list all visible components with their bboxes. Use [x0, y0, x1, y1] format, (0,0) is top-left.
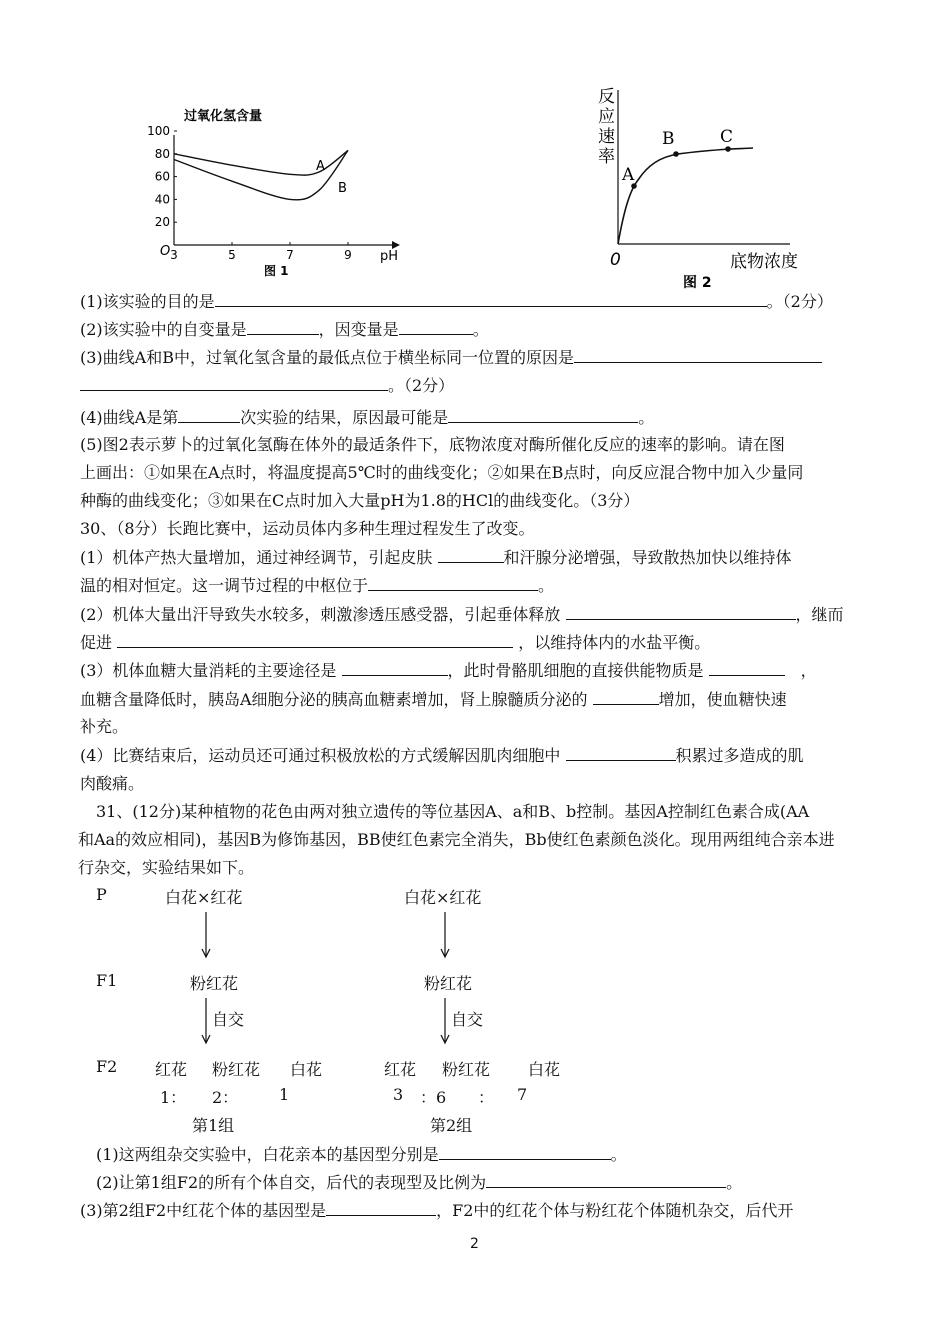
figure-1-chart [140, 100, 410, 285]
q30-3e: 增加，使血糖快速 [658, 690, 787, 709]
fig2-x-label: 底物浓度 [730, 252, 798, 272]
answer-blank[interactable] [117, 629, 513, 648]
q29-4-text-a: (4)曲线A是第 [80, 408, 179, 427]
g2-white: 白花 [528, 1060, 561, 1079]
figure-2-chart [590, 80, 810, 295]
q29-2-text-b: ，因变量是 [318, 320, 399, 339]
q29-2-text-c: 。 [472, 320, 489, 339]
g2-ratio-3: ： [478, 1088, 495, 1107]
group-1-label: 第1组 [192, 1116, 235, 1135]
fig1-y-tick-label: 20 [154, 215, 170, 230]
group-2-label: 第2组 [430, 1116, 473, 1135]
q29-line-5c: 种酶的曲线变化；③如果在C点时加入大量pH为1.8的HCl的曲线变化。（3分） [80, 491, 640, 510]
g1-red: 红花 [155, 1060, 188, 1079]
answer-blank[interactable] [566, 742, 676, 761]
q29-4-text-b: 次实验的结果，原因最可能是 [240, 408, 449, 427]
fig1-y-tick-label: 80 [154, 146, 170, 161]
g1-ratio-3: 1 [279, 1085, 290, 1104]
fig2-origin: 0 [610, 250, 621, 270]
answer-blank[interactable] [326, 1197, 436, 1216]
fig2-point-b: B [662, 129, 675, 149]
g1-ratio-1: 1： [160, 1088, 187, 1107]
q29-line-3 [80, 344, 822, 371]
q30-4b: 积累过多造成的肌 [675, 746, 804, 765]
q30-line-5 [80, 657, 817, 684]
fig2-y-label [598, 87, 615, 167]
q29-line-5a: (5)图2表示萝卜的过氧化氢酶在体外的最适条件下，底物浓度对酶所催化反应的速率的影响。请在图 [80, 435, 785, 454]
q29-1-text: (1)该实验的目的是 [80, 292, 215, 311]
q30-line-2 [80, 572, 554, 599]
q30-1d: 。 [538, 576, 555, 595]
q31-sub-1 [96, 1141, 627, 1168]
q31-sub-2 [96, 1169, 742, 1196]
q31-3b: ，F2中的红花个体与粉红花个体随机杂交，后代开 [436, 1201, 794, 1220]
q31-para-1: 31、(12分)某种植物的花色由两对独立遗传的等位基因A、a和B、b控制。基因A控制红色素合成(AA [96, 802, 810, 821]
answer-blank[interactable] [574, 344, 822, 363]
answer-blank[interactable] [80, 372, 388, 391]
fig2-point-c: C [720, 127, 734, 147]
selfing-label-2: 自交 [451, 1010, 484, 1029]
fig1-y-tick-label: 40 [154, 192, 170, 207]
g2-ratio-1: 3 [393, 1085, 404, 1104]
q29-3-end: 。（2分） [388, 376, 455, 395]
fig1-x-tick-label: 5 [228, 248, 236, 262]
g2-ratio-4: 7 [517, 1085, 528, 1104]
q30-1a: (1）机体产热大量增加，通过神经调节，引起皮肤 [80, 548, 433, 567]
answer-blank[interactable] [593, 686, 659, 705]
q31-1b: 。 [610, 1145, 627, 1164]
q29-line-3b [80, 372, 454, 399]
q30-line-6 [80, 686, 787, 713]
q30-4a: (4）比赛结束后，运动员还可通过积极放松的方式缓解因肌肉细胞中 [80, 746, 561, 765]
q31-para-2: 和Aa的效应相同)，基因B为修饰基因，BB使红色素完全消失，Bb使红色素颜色淡化。现用两组纯合亲本进 [78, 830, 835, 849]
q30-line-8 [80, 742, 804, 769]
answer-blank[interactable] [486, 1169, 726, 1188]
g1-white: 白花 [290, 1060, 323, 1079]
fig2-y-label-char: 应 [598, 107, 615, 127]
q30-line-1 [80, 544, 792, 571]
q31-para-3: 行杂交，实验结果如下。 [78, 858, 255, 877]
fig2-point-a: A [622, 165, 635, 185]
f1-phenotype-1: 粉红花 [190, 974, 239, 993]
q31-1a: (1)这两组杂交实验中，白花亲本的基因型分别是 [96, 1145, 439, 1164]
q30-1c: 温的相对恒定。这一调节过程的中枢位于 [80, 576, 369, 595]
q30-3c: ， [800, 661, 817, 680]
f1-phenotype-2: 粉红花 [424, 974, 473, 993]
gen-label-f2: F2 [96, 1057, 118, 1076]
fig1-caption: 图 1 [264, 264, 289, 278]
q29-line-1 [80, 288, 833, 315]
q30-3b: ，此时骨骼肌细胞的直接供能物质是 [447, 661, 704, 680]
q30-2d: ，以维持体内的水盐平衡。 [518, 633, 711, 652]
answer-blank[interactable] [448, 404, 638, 423]
q31-2a: (2)让第1组F2的所有个体自交，后代的表现型及比例为 [96, 1173, 487, 1192]
gen-label-p: P [96, 885, 107, 904]
answer-blank[interactable] [178, 404, 240, 423]
q29-line-2 [80, 316, 489, 343]
selfing-label-1: 自交 [212, 1010, 245, 1029]
answer-blank[interactable] [709, 657, 785, 676]
answer-blank[interactable] [399, 316, 473, 335]
g1-pink: 粉红花 [212, 1060, 261, 1079]
fig1-x-arrow [392, 241, 400, 249]
q31-sub-3 [80, 1197, 793, 1224]
answer-blank[interactable] [342, 657, 448, 676]
fig1-label-b: B [338, 181, 347, 196]
answer-blank[interactable] [247, 316, 319, 335]
page-number: 2 [470, 1236, 479, 1252]
q30-3a: (3）机体血糖大量消耗的主要途径是 [80, 661, 337, 680]
q30-line-9: 肉酸痛。 [80, 774, 145, 793]
fig1-label-a: A [316, 159, 325, 174]
q31-3a: (3)第2组F2中红花个体的基因型是 [80, 1201, 327, 1220]
fig1-x-tick-label: 9 [344, 248, 352, 262]
arrow-1-p-f1 [198, 912, 214, 960]
q29-3-text: (3)曲线A和B中，过氧化氢含量的最低点位于横坐标同一位置的原因是 [80, 348, 574, 367]
fig1-y-tick-label: 60 [154, 169, 170, 184]
q29-line-4 [80, 404, 654, 431]
fig1-x-label: pH [380, 249, 399, 264]
fig1-curve-b [174, 150, 348, 199]
q30-3d: 血糖含量降低时，胰岛A细胞分泌的胰高血糖素增加，肾上腺髓质分泌的 [80, 690, 588, 709]
g1-ratio-2: 2： [212, 1088, 239, 1107]
answer-blank[interactable] [439, 1141, 611, 1160]
q29-4-text-c: 。 [638, 408, 655, 427]
q29-2-text-a: (2)该实验中的自变量是 [80, 320, 247, 339]
q30-line-4 [80, 629, 710, 656]
fig2-point-b-dot [673, 151, 679, 157]
answer-blank[interactable] [438, 544, 504, 563]
fig2-y-label-char: 反 [598, 87, 615, 107]
cross-2-parents: 白花×红花 [404, 888, 482, 907]
fig1-x-tick-label: 7 [286, 248, 294, 262]
fig1-y-title: 过氧化氢含量 [184, 109, 263, 124]
fig2-y-label-char: 速 [598, 127, 615, 147]
g2-pink: 粉红花 [442, 1060, 491, 1079]
fig2-curve [618, 148, 753, 244]
q29-line-5b: 上画出：①如果在A点时，将温度提高5℃时的曲线变化；②如果在B点时，向反应混合物中加入少量同 [80, 463, 804, 482]
answer-blank[interactable] [566, 601, 796, 620]
g2-ratio-2: ：6 [420, 1088, 447, 1107]
fig1-x-tick-label: 3 [170, 248, 178, 262]
fig2-y-label-char: 率 [598, 147, 615, 167]
fig1-y-tick-label: 100 [147, 124, 170, 138]
arrow-2-p-f1 [437, 912, 453, 960]
q30-2c: 促进 [80, 633, 113, 652]
q31-2b: 。 [726, 1173, 743, 1192]
q30-1b: 和汗腺分泌增强，导致散热加快以维持体 [503, 548, 792, 567]
fig2-point-c-dot [725, 146, 731, 152]
q29-1-end: 。（2分） [766, 292, 833, 311]
g2-red: 红花 [384, 1060, 417, 1079]
q30-2b: ，继而 [795, 605, 844, 624]
q30-line-7: 补充。 [80, 717, 129, 736]
fig1-origin: O [160, 244, 171, 259]
answer-blank[interactable] [368, 572, 538, 591]
q30-title: 30、（8分）长跑比赛中，运动员体内多种生理过程发生了改变。 [80, 519, 535, 538]
cross-1-parents: 白花×红花 [165, 888, 243, 907]
gen-label-f1: F1 [96, 971, 118, 990]
q30-2a: (2）机体大量出汗导致失水较多，刺激渗透压感受器，引起垂体释放 [80, 605, 561, 624]
answer-blank[interactable] [215, 288, 767, 307]
q30-line-3 [80, 601, 844, 628]
fig2-caption: 图 2 [683, 275, 712, 291]
